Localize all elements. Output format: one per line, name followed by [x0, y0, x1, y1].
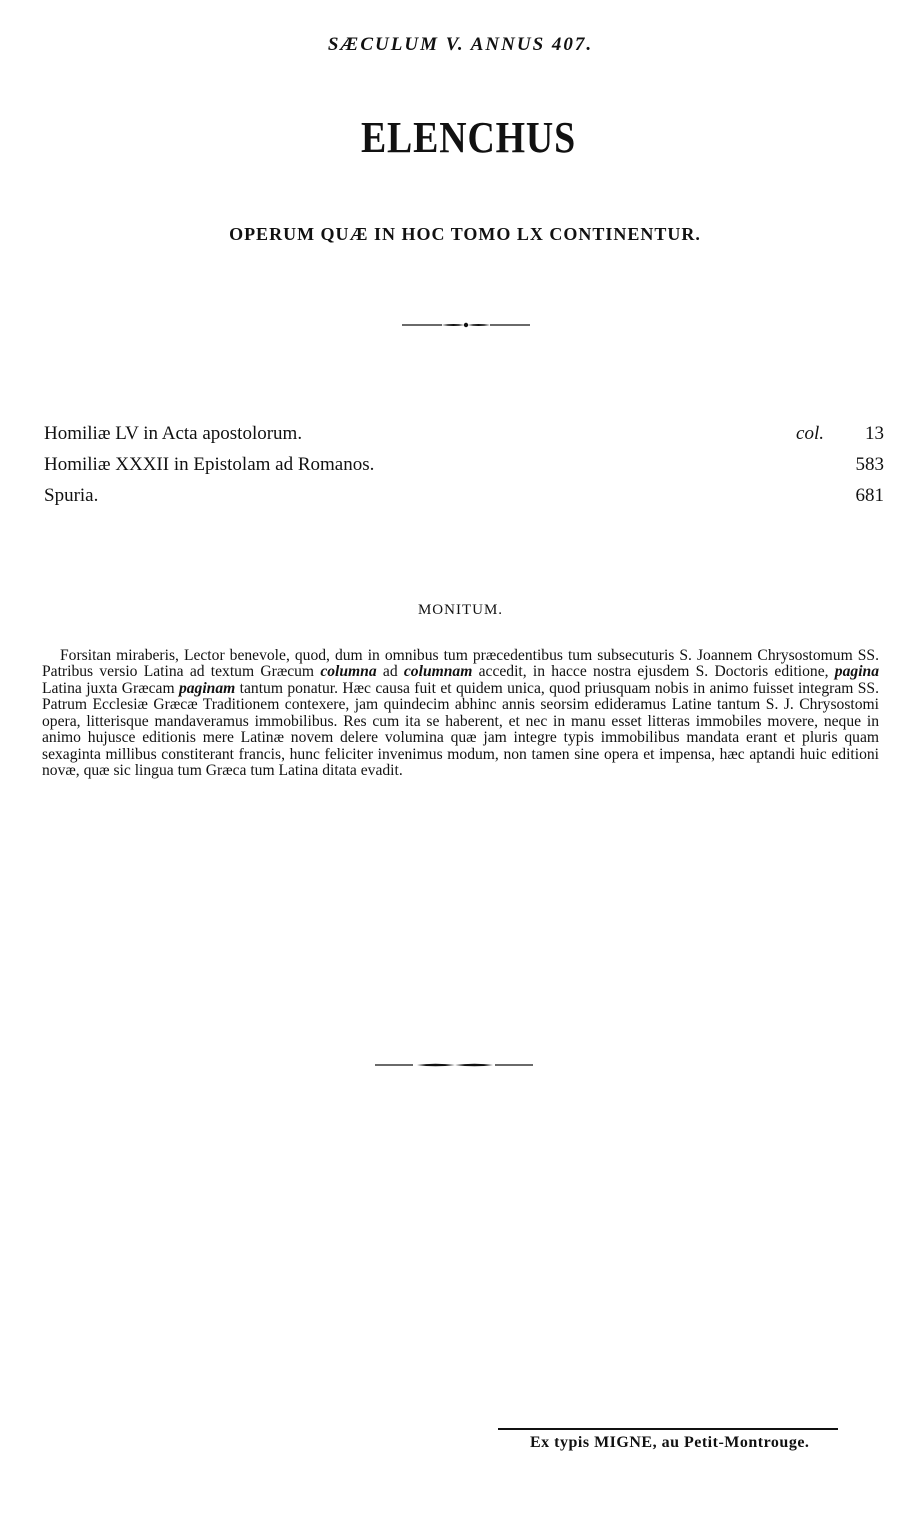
monitum-emphasis: paginam	[178, 679, 236, 697]
monitum-text-run: ad	[376, 663, 404, 681]
toc-entry	[44, 418, 884, 449]
page-subtitle: OPERUM QUÆ IN HOC TOMO LX CONTINENTUR.	[229, 224, 701, 244]
toc-entry	[44, 449, 884, 480]
toc-entry	[44, 480, 884, 511]
table-of-contents	[44, 418, 884, 511]
ornament-rule-icon	[375, 1062, 533, 1068]
monitum-emphasis: pagina	[834, 663, 879, 681]
toc-entry-title: Spuria.	[44, 485, 99, 506]
toc-entry-column: 583	[855, 454, 884, 475]
monitum-heading: MONITUM.	[417, 602, 504, 618]
toc-entry-title: Homiliæ LV in Acta apostolorum.	[44, 423, 303, 444]
monitum-text-run: tantum ponatur. Hæc causa fuit et quidem unica, quod priusquam nobis in animo fuisset integram SS. Patrum Ecclesiæ Græcæ Traditionem contexere, jam quindecim abhinc annis seorsim edideramus Latine tantum S. J. Chrysostomi opera, litterisque mandaveramus immobilibus. Res cum ita se haberent, et nec in manu esset litteras immobiles movere, neque in animo hujusce editionis mere Latinæ novem delere volumina quæ jam integre typis immobilibus mandata erant et pluris quam sexaginta millibus constiterant francis, hunc feliciter invenimus modum, non tamen sine opera et impensa, hæc aptandi huic editioni novæ, quæ sic lingua tum Græca tum Latina ditata evadit.	[42, 679, 879, 780]
monitum-emphasis: columna	[320, 663, 377, 681]
toc-entry-title: Homiliæ XXXII in Epistolam ad Romanos.	[44, 454, 375, 475]
ornament-divider	[402, 322, 530, 328]
monitum-paragraph	[42, 648, 879, 780]
printer-imprint: Ex typis MIGNE, au Petit-Montrouge.	[530, 1434, 810, 1451]
toc-col-label: col.	[796, 423, 824, 444]
ornament-rule-icon	[402, 322, 530, 328]
toc-entry-column: 681	[855, 485, 884, 506]
page-title: ELENCHUS	[360, 113, 577, 162]
monitum-text-run: accedit, in hacce nostra ejusdem S. Doctoris editione,	[472, 663, 835, 681]
monitum-emphasis: columnam	[403, 663, 473, 681]
monitum-text-run: Latina juxta Græcam	[42, 679, 179, 697]
monitum-text-run: Forsitan miraberis, Lector benevole, quod, dum in omnibus tum præcedentibus tum subsecuturis S. Joannem Chrysostomum SS. Patribus versio Latina ad textum Græcum	[42, 646, 879, 681]
running-head: SÆCULUM V. ANNUS 407.	[327, 34, 594, 55]
ornament-divider	[375, 1062, 533, 1068]
toc-entry-column: 13	[865, 423, 884, 444]
footer-rule	[498, 1428, 838, 1430]
